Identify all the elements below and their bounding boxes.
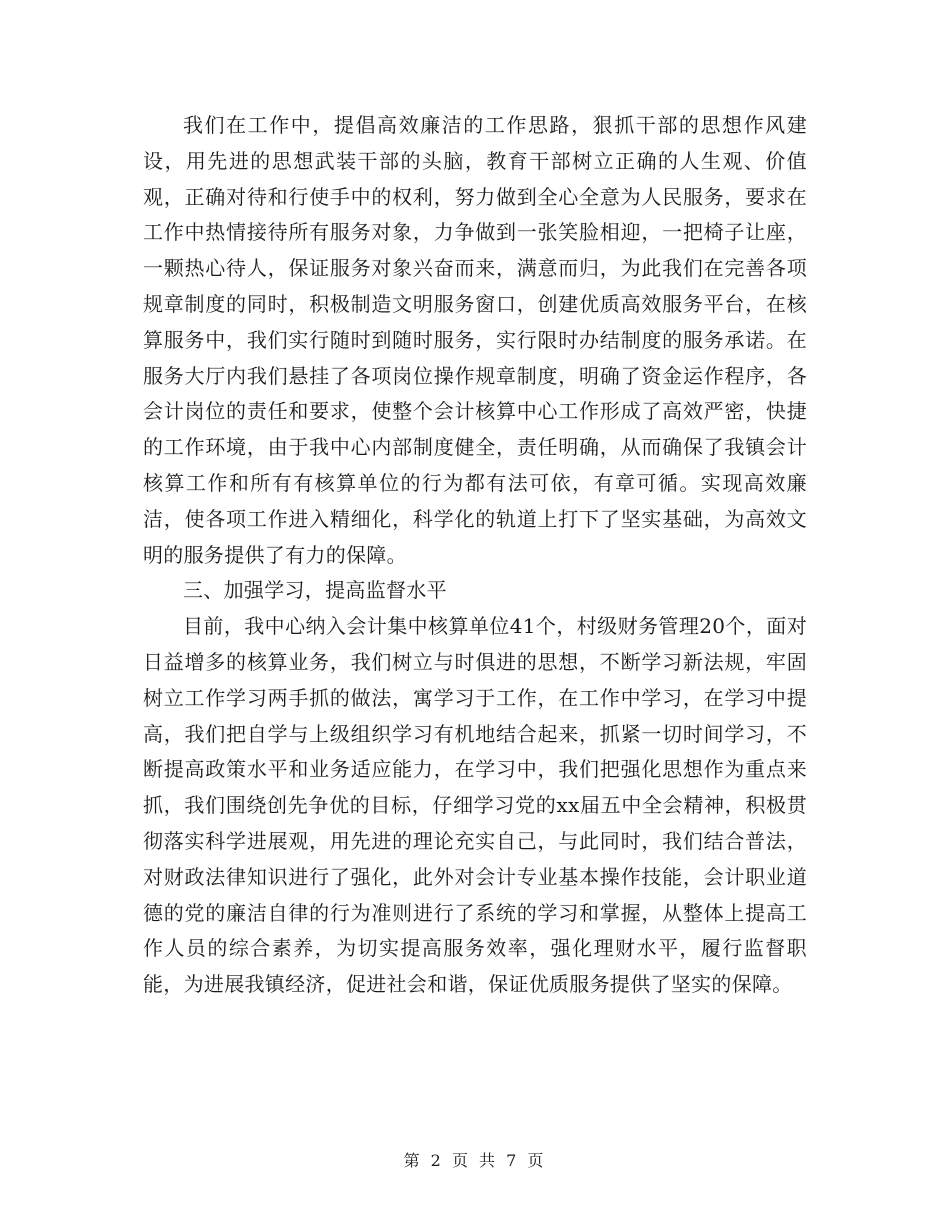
paragraph-learning: 目前，我中心纳入会计集中核算单位41个，村级财务管理20个，面对日益增多的核算业务，我们树立与时俱进的思想，不断学习新法规，牢固树立工作学习两手抓的做法，寓学习于工作，在工作中学习，在学习中提高，我们把自学与上级组织学习有机地结合起来，抓紧一切时间学习，不断提高政策水平和业务适应能力，在学习中，我们把强化思想作为重点来抓，我们围绕创先争优的目标，仔细学习党的xx届五中全会精神，积极贯彻落实科学进展观，用先进的理论充实自己，与此同时，我们结合普法，对财政法律知识进行了强化，此外对会计专业基本操作技能，会计职业道德的党的廉洁自律的行为准则进行了系统的学习和掌握，从整体上提高工作人员的综合素养，为切实提高服务效率，强化理财水平，履行监督职能，为进展我镇经济，促进社会和谐，保证优质服务提供了坚实的保障。 — [143, 614, 807, 997]
document-body — [143, 108, 807, 1003]
page-number: 第 2 页 共 7 页 — [403, 1151, 547, 1170]
paragraph-service-quality: 我们在工作中，提倡高效廉洁的工作思路，狠抓干部的思想作风建设，用先进的思想武装干部的头脑，教育干部树立正确的人生观、价值观，正确对待和行使手中的权利，努力做到全心全意为人民服务，要求在工作中热情接待所有服务对象，力争做到一张笑脸相迎，一把椅子让座，一颗热心待人，保证服务对象兴奋而来，满意而归，为此我们在完善各项规章制度的同时，积极制造文明服务窗口，创建优质高效服务平台，在核算服务中，我们实行随时到随时服务，实行限时办结制度的服务承诺。在服务大厅内我们悬挂了各项岗位操作规章制度，明确了资金运作程序，各会计岗位的责任和要求，使整个会计核算中心工作形成了高效严密，快捷的工作环境，由于我中心内部制度健全，责任明确，从而确保了我镇会计核算工作和所有有核算单位的行为都有法可依，有章可循。实现高效廉洁，使各项工作进入精细化，科学化的轨道上打下了坚实基础，为高效文明的服务提供了有力的保障。 — [143, 113, 807, 567]
section-heading: 三、加强学习，提高监督水平 — [183, 578, 447, 603]
